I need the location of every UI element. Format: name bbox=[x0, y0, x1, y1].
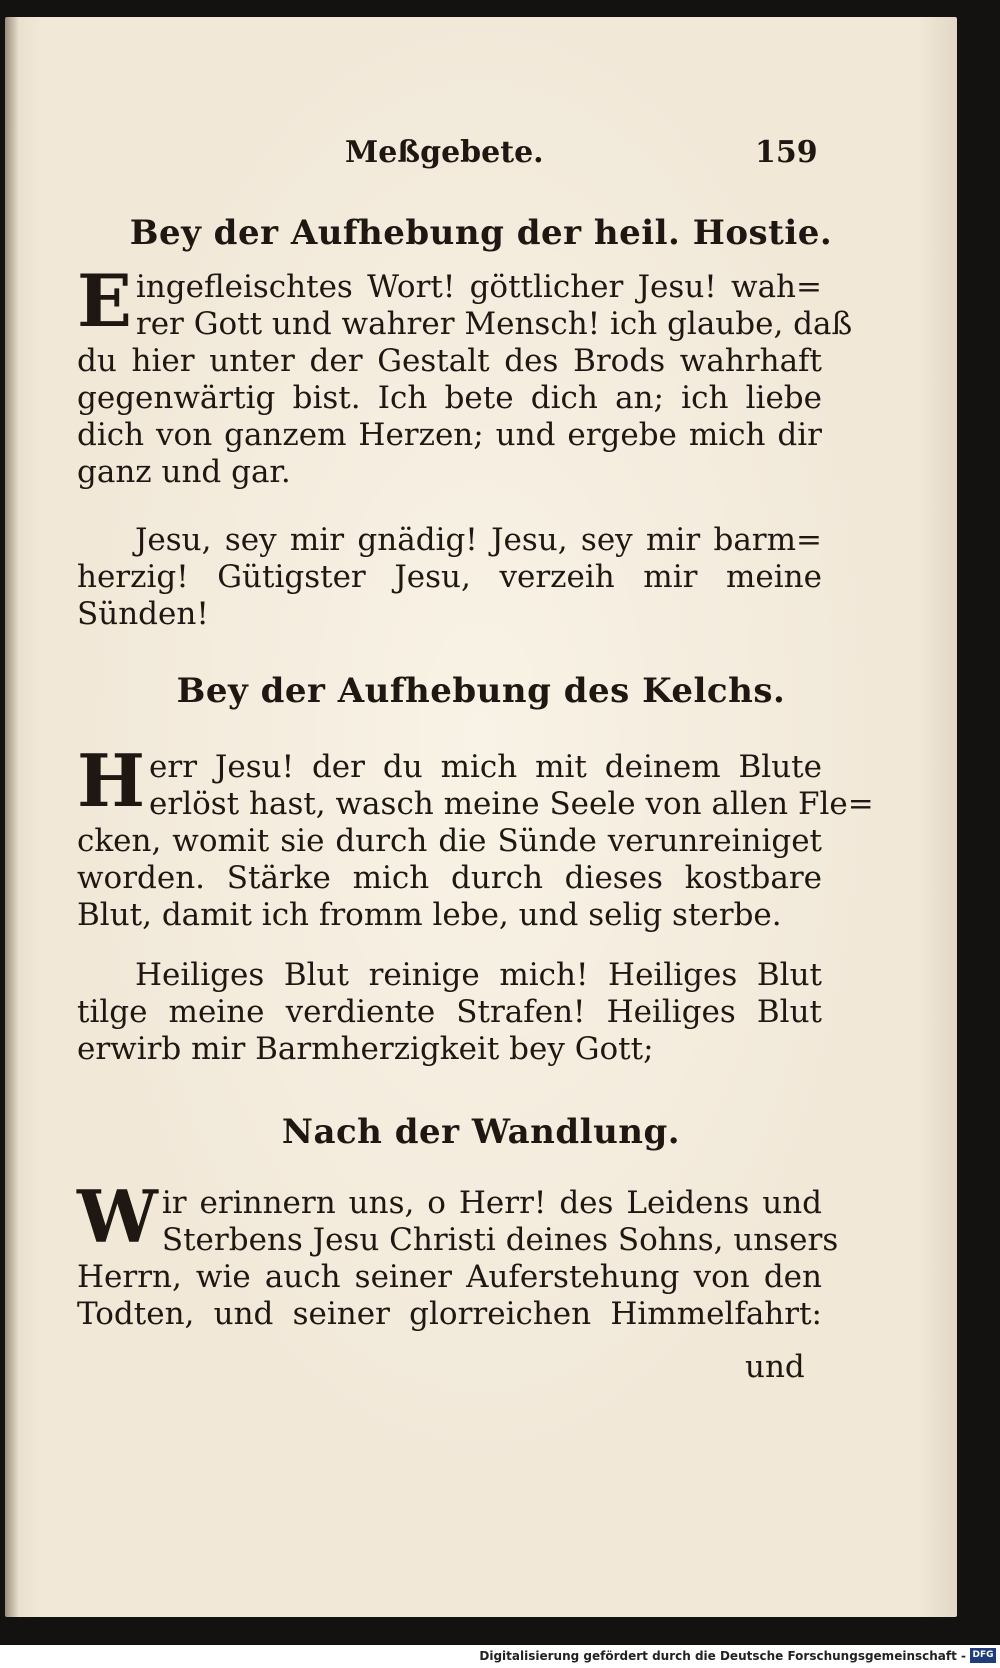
text-line: ingefleischtes Wort! göttlicher Jesu! wah= bbox=[135, 269, 822, 305]
text-line: du hier unter der Gestalt des Brods wahrhaft bbox=[77, 343, 822, 379]
text-line: tilge meine verdiente Strafen! Heiliges Blut bbox=[77, 994, 822, 1030]
catchword: und bbox=[745, 1349, 805, 1385]
text-line: Heiliges Blut reinige mich! Heiliges Blut bbox=[135, 957, 822, 993]
text-line: herzig! Gütigster Jesu, verzeih mir meine bbox=[77, 559, 822, 595]
section-heading-wandlung: Nach der Wandlung. bbox=[281, 1112, 681, 1152]
text-line: err Jesu! der du mich mit deinem Blute bbox=[149, 749, 822, 785]
text-line: rer Gott und wahrer Mensch! ich glaube, daß bbox=[135, 306, 853, 342]
text-line: Sünden! bbox=[77, 596, 209, 632]
text-line: erlöst hast, wasch meine Seele von allen Fle= bbox=[149, 786, 874, 822]
footer-credit: Digitalisierung gefördert durch die Deutsche Forschungsgemeinschaft - bbox=[479, 1649, 966, 1663]
text-line: ganz und gar. bbox=[77, 454, 291, 490]
footer-bar bbox=[0, 1645, 1000, 1668]
text-line: gegenwärtig bist. Ich bete dich an; ich liebe bbox=[77, 380, 822, 416]
dfg-logo[interactable]: DFG bbox=[970, 1648, 996, 1663]
spine-shadow bbox=[5, 17, 19, 1617]
text-line: dich von ganzem Herzen; und ergebe mich dir bbox=[77, 417, 822, 453]
drop-capital: E bbox=[77, 258, 132, 343]
section-heading-kelch: Bey der Aufhebung des Kelchs. bbox=[176, 671, 786, 711]
text-line: ir erinnern uns, o Herr! des Leidens und bbox=[161, 1185, 822, 1221]
text-line: Jesu, sey mir gnädig! Jesu, sey mir barm= bbox=[135, 522, 822, 558]
text-line: Sterbens Jesu Christi deines Sohns, unsers bbox=[161, 1222, 839, 1258]
text-line: Blut, damit ich fromm lebe, und selig sterbe. bbox=[77, 897, 782, 933]
running-title: Meßgebete. bbox=[345, 135, 544, 170]
page-number: 159 bbox=[755, 135, 818, 170]
text-line: Todten, und seiner glorreichen Himmelfahrt: bbox=[77, 1296, 822, 1332]
drop-capital: H bbox=[77, 738, 146, 823]
text-line: erwirb mir Barmherzigkeit bey Gott; bbox=[77, 1031, 654, 1067]
paragraph-wandlung-prayer bbox=[77, 1174, 839, 1333]
section-heading-hostie: Bey der Aufhebung der heil. Hostie. bbox=[129, 213, 833, 253]
running-head bbox=[5, 135, 957, 179]
paragraph-hostie-prayer bbox=[77, 258, 853, 491]
paragraph-hostie-invocation bbox=[77, 522, 822, 633]
book-page bbox=[5, 17, 957, 1617]
text-line: cken, womit sie durch die Sünde verunreiniget bbox=[77, 823, 822, 859]
paragraph-kelch-prayer bbox=[77, 738, 874, 934]
paragraph-kelch-invocation bbox=[77, 957, 822, 1068]
text-line: worden. Stärke mich durch dieses kostbare bbox=[77, 860, 822, 896]
text-line: Herrn, wie auch seiner Auferstehung von den bbox=[77, 1259, 822, 1295]
drop-capital: W bbox=[77, 1174, 158, 1259]
